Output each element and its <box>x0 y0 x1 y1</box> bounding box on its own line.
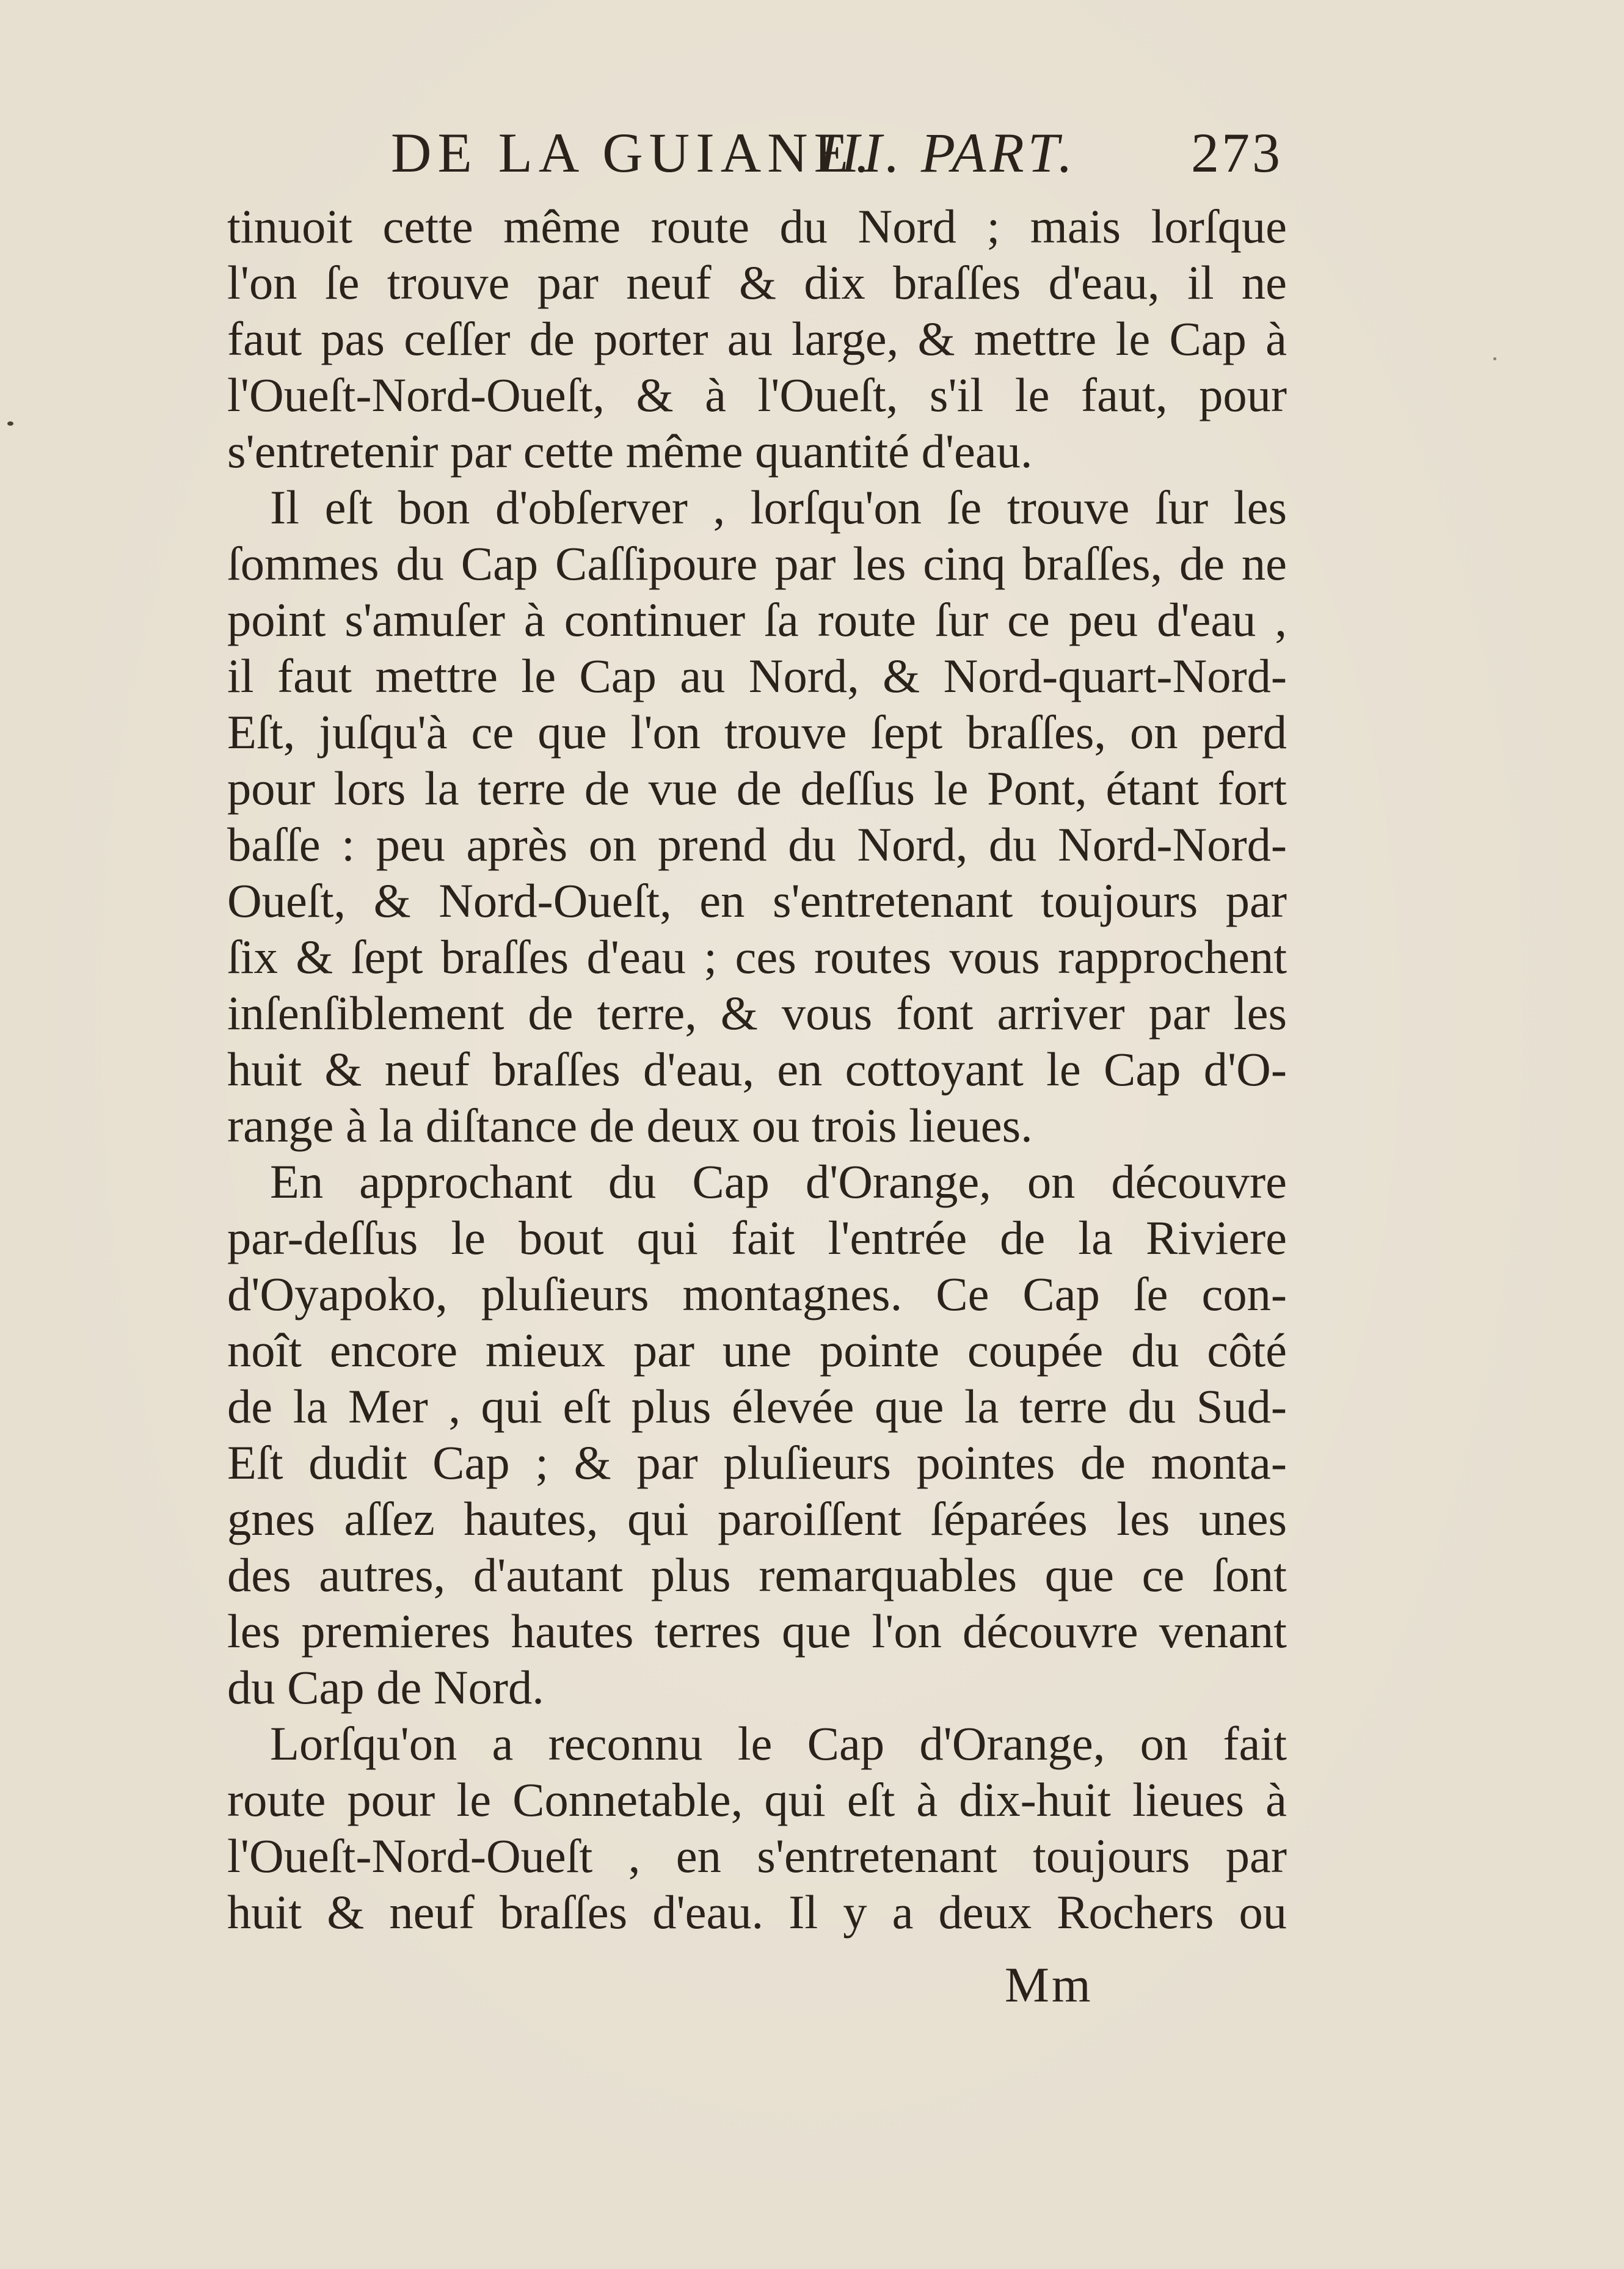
text-line: point s'amuſer à continuer ſa route ſur ce peu d'eau , <box>227 593 1287 646</box>
page-number: 273 <box>1191 122 1283 184</box>
running-title: DE LA GUIANE. <box>391 122 875 184</box>
text-line: pour lors la terre de vue de deſſus le Pont, étant fort <box>227 762 1287 815</box>
text-line: Eſt dudit Cap ; & par pluſieurs pointes de monta- <box>227 1436 1287 1489</box>
text-line: par-deſſus le bout qui fait l'entrée de la Riviere <box>227 1211 1287 1264</box>
paper-speck <box>7 421 13 426</box>
text-line: route pour le Connetable, qui eſt à dix-huit lieues à <box>227 1773 1287 1826</box>
running-header <box>391 119 1283 186</box>
text-line: range à la diſtance de deux ou trois lieues. <box>227 1099 1033 1152</box>
text-line: huit & neuf braſſes d'eau. Il y a deux Rochers ou <box>227 1885 1287 1939</box>
text-line: huit & neuf braſſes d'eau, en cottoyant le Cap d'O- <box>227 1043 1287 1096</box>
text-line: baſſe : peu après on prend du Nord, du Nord-Nord- <box>227 818 1287 871</box>
text-line: noît encore mieux par une pointe coupée du côté <box>227 1324 1287 1377</box>
text-line: Il eſt bon d'obſerver , lorſqu'on ſe trouve ſur les <box>270 481 1287 534</box>
text-line: Oueſt, & Nord-Oueſt, en s'entretenant toujours par <box>227 874 1287 927</box>
text-line: ſommes du Cap Caſſipoure par les cinq braſſes, de ne <box>227 537 1287 590</box>
text-line: les premieres hautes terres que l'on découvre venant <box>227 1604 1287 1658</box>
text-line: tinuoit cette même route du Nord ; mais lorſque <box>227 200 1287 253</box>
text-line: d'Oyapoko, pluſieurs montagnes. Ce Cap ſe con- <box>227 1267 1287 1320</box>
text-line: l'on ſe trouve par neuf & dix braſſes d'eau, il ne <box>227 256 1287 309</box>
text-line: gnes aſſez hautes, qui paroiſſent ſéparées les unes <box>227 1492 1287 1545</box>
body-text <box>227 198 1287 1940</box>
part-label: III. PART. <box>818 122 1076 184</box>
text-line: Eſt, juſqu'à ce que l'on trouve ſept braſſes, on perd <box>227 705 1287 759</box>
text-line: l'Oueſt-Nord-Oueſt , en s'entretenant toujours par <box>227 1829 1287 1882</box>
paper-speck <box>1493 357 1496 360</box>
text-line: En approchant du Cap d'Orange, on découvre <box>270 1155 1287 1208</box>
text-line: du Cap de Nord. <box>227 1661 544 1714</box>
text-line: s'entretenir par cette même quantité d'eau. <box>227 424 1033 478</box>
text-line: il faut mettre le Cap au Nord, & Nord-quart-Nord- <box>227 649 1287 702</box>
text-line: faut pas ceſſer de porter au large, & mettre le Cap à <box>227 312 1287 365</box>
text-line: de la Mer , qui eſt plus élevée que la terre du Sud- <box>227 1380 1287 1433</box>
text-line: des autres, d'autant plus remarquables que ce ſont <box>227 1548 1287 1601</box>
catchword: Mm <box>1005 1957 1093 2012</box>
text-line: Lorſqu'on a reconnu le Cap d'Orange, on fait <box>270 1717 1287 1770</box>
text-line: ſix & ſept braſſes d'eau ; ces routes vous rapprochent <box>227 930 1287 983</box>
text-line: inſenſiblement de terre, & vous font arriver par les <box>227 986 1287 1040</box>
text-line: l'Oueſt-Nord-Oueſt, & à l'Oueſt, s'il le faut, pour <box>227 368 1287 421</box>
